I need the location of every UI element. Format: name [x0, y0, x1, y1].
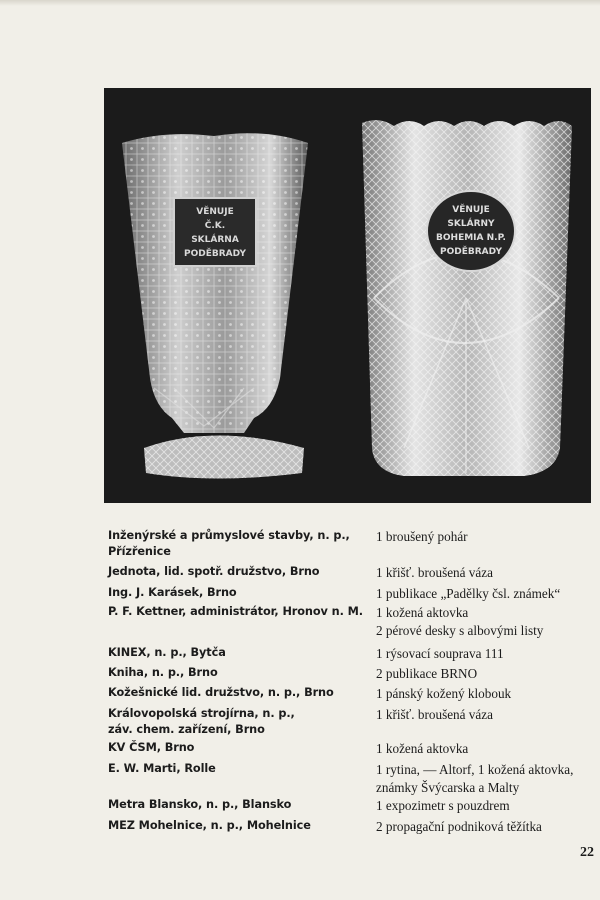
gift-text: 1 publikace „Padělky čsl. známek“ [376, 586, 561, 601]
right-engraving-line-3: BOHEMIA N.P. [436, 233, 506, 243]
gift-list [376, 604, 600, 640]
gift-list [376, 706, 600, 724]
donor-name: Inženýrské a průmyslové stavby, n. p., Přízřenice [108, 529, 350, 558]
gift-text: 1 pánský kožený klobouk [376, 686, 512, 701]
gift-text: 1 expozimetr s pouzdrem [376, 798, 510, 813]
gift-list [376, 528, 600, 546]
gift-text: 1 křišť. broušená váza [376, 707, 493, 722]
donor-name: KINEX, n. p., Bytča [108, 646, 226, 659]
page-top-edge [0, 0, 600, 6]
donor-name: MEZ Mohelnice, n. p., Mohelnice [108, 819, 311, 832]
donor-name: Metra Blansko, n. p., Blansko [108, 798, 292, 811]
right-engraving-line-2: SKLÁRNY [447, 219, 495, 229]
right-vase [362, 120, 572, 476]
gift-list [376, 645, 600, 663]
gift-list [376, 564, 600, 582]
left-engraving-line-3: SKLÁRNA [191, 235, 239, 245]
gift-list [376, 818, 600, 836]
gift-text: 1 kožená aktovka [376, 741, 469, 756]
right-engraving-line-4: PODĚBRADY [440, 247, 502, 257]
gift-text: 2 publikace BRNO [376, 666, 478, 681]
gift-text: 1 kožená aktovka [376, 605, 469, 620]
gift-list [376, 685, 600, 703]
donor-name: Jednota, lid. spotř. družstvo, Brno [108, 565, 320, 578]
donor-name: Ing. J. Karásek, Brno [108, 586, 237, 599]
gift-text: 1 rytina, — Altorf, 1 kožená aktovka, známky Švýcarska a Malty [376, 762, 574, 795]
gift-list [376, 585, 600, 603]
gift-text: 1 křišť. broušená váza [376, 565, 493, 580]
glass-vases-photo [104, 88, 591, 503]
gift-text: 2 propagační podniková těžítka [376, 819, 542, 834]
donor-name: Kniha, n. p., Brno [108, 666, 218, 679]
page-number: 22 [580, 845, 594, 860]
gift-list [376, 665, 600, 683]
donor-name: P. F. Kettner, administrátor, Hronov n. M. [108, 605, 363, 618]
gift-list [376, 740, 600, 758]
gift-text: 2 pérové desky s albovými listy [376, 623, 544, 638]
donor-name: E. W. Marti, Rolle [108, 762, 216, 775]
gift-list [376, 797, 600, 815]
donor-name: Kožešnické lid. družstvo, n. p., Brno [108, 686, 334, 699]
donor-name: KV ČSM, Brno [108, 741, 195, 754]
left-engraving-line-2: Č.K. [204, 221, 226, 231]
right-engraving-line-1: VĚNUJE [452, 205, 490, 215]
left-engraving-line-4: PODĚBRADY [184, 249, 246, 259]
gift-text: 1 broušený pohár [376, 529, 468, 544]
vases-illustration [104, 88, 591, 503]
donor-name: Královopolská strojírna, n. p., záv. chem. zařízení, Brno [108, 707, 295, 736]
gift-text: 1 rýsovací souprava 111 [376, 646, 504, 661]
gift-list [376, 761, 600, 797]
left-engraving-line-1: VĚNUJE [196, 207, 234, 217]
